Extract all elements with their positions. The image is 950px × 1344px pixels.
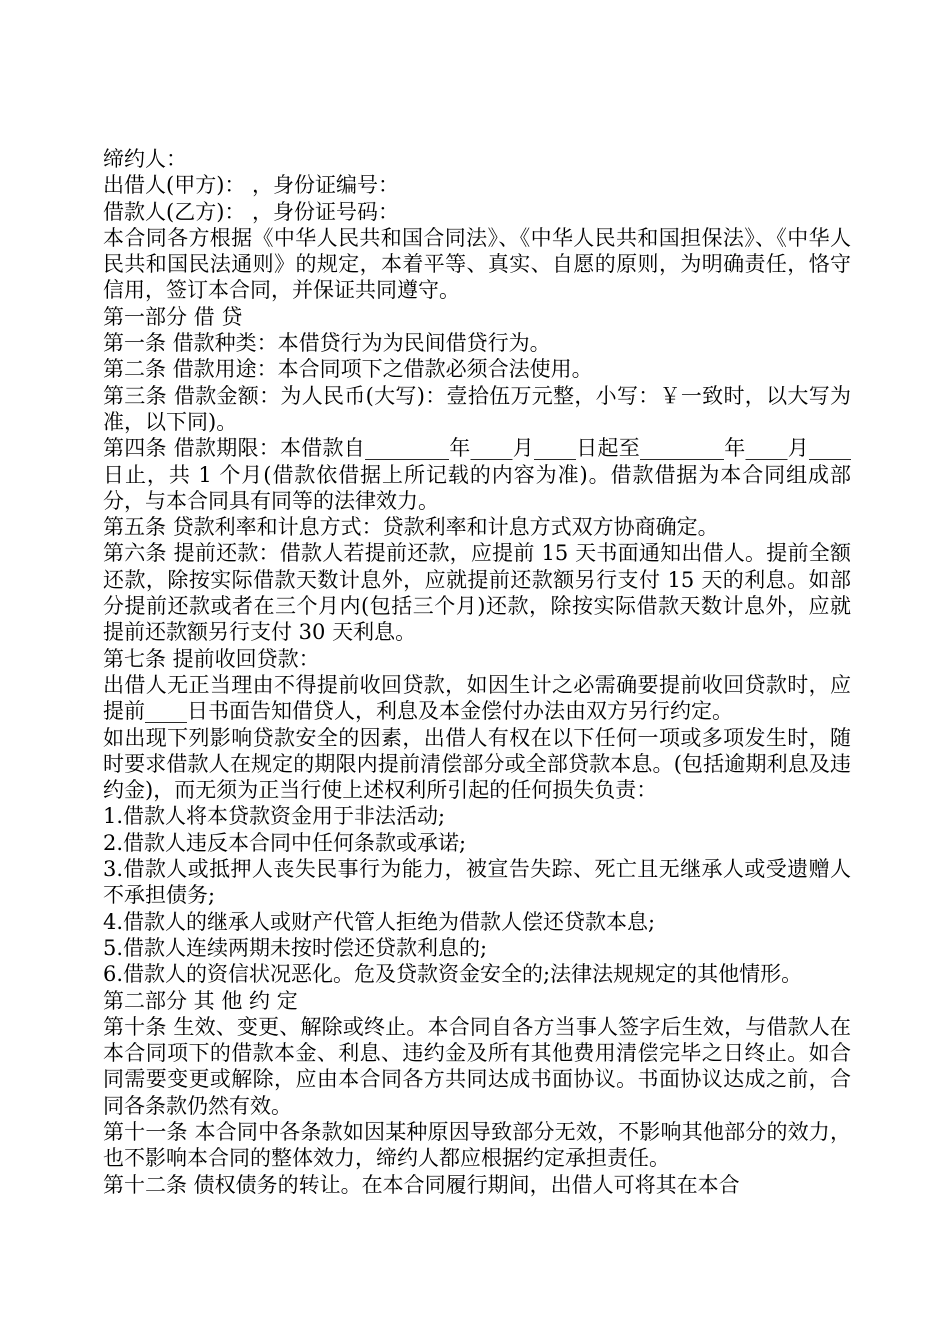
- article-4: 第四条 借款期限：本借款自________年____月____日起至________年____月____日止，共 1 个月(借款依借据上所记载的内容为准)。借款借据为本合同组成部分，与本合同具有同等的法律效力。: [103, 436, 851, 513]
- article-3: 第三条 借款金额：为人民币(大写)：壹拾伍万元整，小写：￥一致时，以大写为准，以下同)。: [103, 383, 851, 434]
- part-two-heading: 第二部分 其 他 约 定: [103, 988, 298, 1013]
- article-10: 第十条 生效、变更、解除或终止。本合同自各方当事人签字后生效，与借款人在本合同项下的借款本金、利息、违约金及所有其他费用清偿完毕之日终止。如合同需要变更或解除，应由本合同各方共同达成书面协议。书面协议达成之前，合同各条款仍然有效。: [103, 1014, 851, 1118]
- contract-parties-heading: 缔约人：: [103, 147, 187, 171]
- condition-item-1: 1.借款人将本贷款资金用于非法活动;: [103, 804, 446, 829]
- preamble-paragraph: 本合同各方根据《中华人民共和国合同法》、《中华人民共和国担保法》、《中华人民共和国民法通则》的规定，本着平等、真实、自愿的原则，为明确责任，恪守信用，签订本合同，并保证共同遵守。: [103, 225, 851, 303]
- condition-item-2: 2.借款人违反本合同中任何条款或承诺;: [103, 830, 467, 855]
- article-12: 第十二条 债权债务的转让。在本合同履行期间，出借人可将其在本合: [103, 1172, 740, 1197]
- condition-item-5: 5.借款人连续两期未按时偿还贷款利息的;: [103, 935, 488, 960]
- condition-item-3: 3.借款人或抵押人丧失民事行为能力，被宣告失踪、死亡且无继承人或受遗赠人不承担债务;: [103, 857, 851, 908]
- condition-item-6: 6.借款人的资信状况恶化。危及贷款资金安全的;法律法规规定的其他情形。: [103, 962, 803, 987]
- condition-item-4: 4.借款人的继承人或财产代管人拒绝为借款人偿还贷款本息;: [103, 909, 656, 934]
- article-5: 第五条 贷款利率和计息方式：贷款利率和计息方式双方协商确定。: [103, 515, 719, 540]
- early-recall-conditions: 如出现下列影响贷款安全的因素，出借人有权在以下任何一项或多项发生时，随时要求借款人在规定的期限内提前清偿部分或全部贷款本息。(包括逾期利息及违约金)，而无须为正当行使上述权利所引起的任何损失负责：: [103, 725, 851, 803]
- article-7-body: 出借人无正当理由不得提前收回贷款，如因生计之必需确要提前收回贷款时，应提前____日书面告知借贷人，利息及本金偿付办法由双方另行约定。: [103, 672, 851, 724]
- part-one-heading: 第一部分 借 贷: [103, 304, 243, 329]
- contract-document: [103, 146, 851, 1198]
- article-6: 第六条 提前还款：借款人若提前还款，应提前 15 天书面通知出借人。提前全额还款，除按实际借款天数计息外，应就提前还款额另行支付 15 天的利息。如部分提前还款或者在三个月内(包括三个月)还款，除按实际借款天数计息外，应就提前还款额另行支付 30 天利息。: [103, 541, 851, 645]
- borrower-line: 借款人(乙方)： ，身份证号码：: [103, 199, 400, 224]
- lender-line: 出借人(甲方)： ，身份证编号：: [103, 173, 400, 198]
- article-1: 第一条 借款种类：本借贷行为为民间借贷行为。: [103, 331, 551, 356]
- article-2: 第二条 借款用途：本合同项下之借款必须合法使用。: [103, 357, 593, 382]
- article-7-heading: 第七条 提前收回贷款：: [103, 646, 320, 671]
- article-11: 第十一条 本合同中各条款如因某种原因导致部分无效，不影响其他部分的效力，也不影响本合同的整体效力，缔约人都应根据约定承担责任。: [103, 1119, 851, 1171]
